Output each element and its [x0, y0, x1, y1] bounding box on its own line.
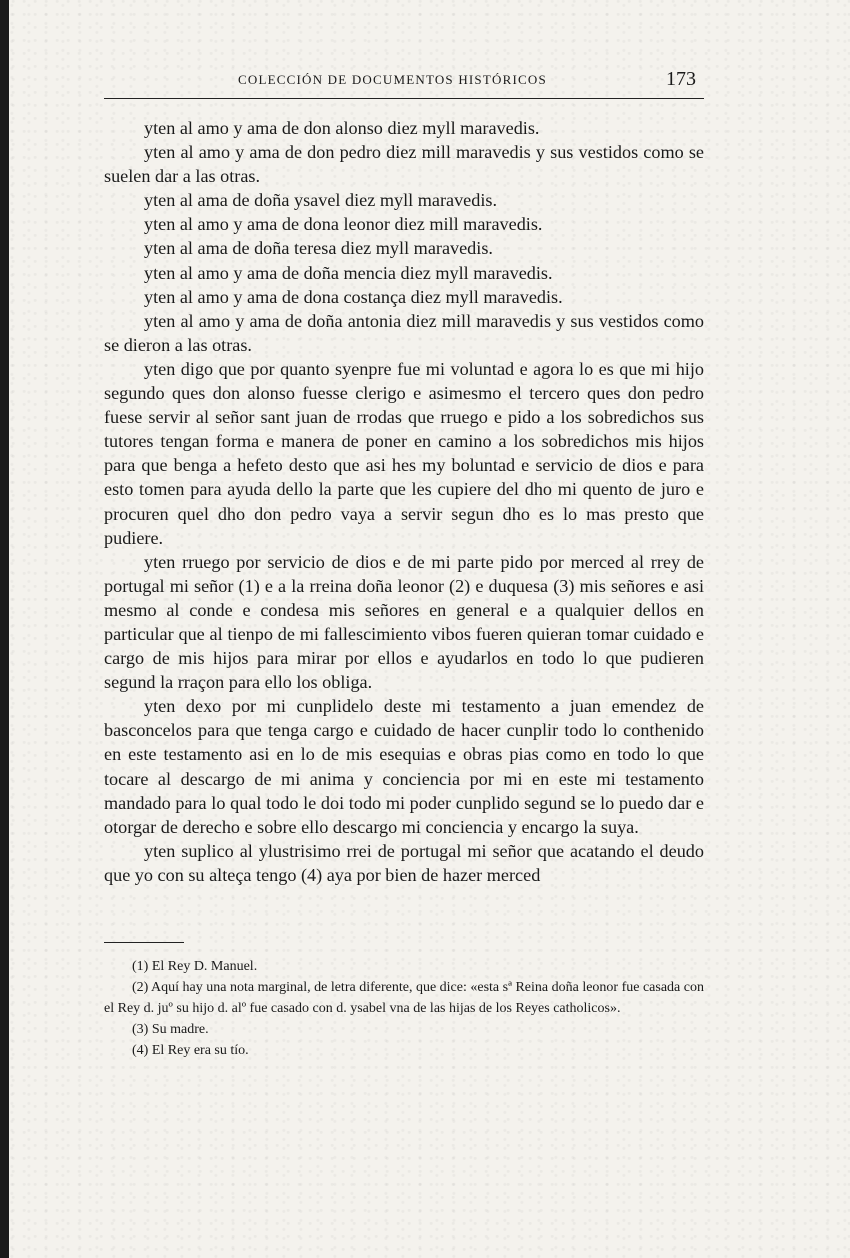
- paragraph: yten al amo y ama de don pedro diez mill maravedis y sus vestidos como se suelen dar a las otras.: [104, 142, 704, 187]
- footnote: (1) El Rey D. Manuel.: [132, 959, 258, 974]
- scan-edge-bar: [0, 0, 9, 1258]
- running-header: [104, 68, 704, 99]
- paragraph: yten al amo y ama de doña antonia diez mill maravedis y sus vestidos como se dieron a las otras.: [104, 310, 704, 355]
- header-title: COLECCIÓN DE DOCUMENTOS HISTÓRICOS: [238, 72, 547, 87]
- footnotes: [104, 956, 704, 1061]
- paragraph: yten digo que por quanto syenpre fue mi voluntad e agora lo es que mi hijo segundo ques don alonso fuesse clerigo e asimesmo el tercero ques don pedro fuese servir al señor sant juan de rrodas que rruego e pido a los sobredichos sus tutores tengan forma e manera de poner en camino a los sobredichos mis hijos para que benga a hefeto desto que asi hes my boluntad e servicio de dios e para esto tomen para ayuda dello la parte que les cupiere del dho mi quento de juro e procuren quel dho don pedro vaya a servir segun dho es lo mas presto que pudiere.: [104, 358, 704, 548]
- paragraph: yten al amo y ama de dona costança diez myll maravedis.: [144, 286, 563, 307]
- footnote-divider: [104, 942, 184, 943]
- paragraph: yten dexo por mi cunplidelo deste mi testamento a juan emendez de basconcelos para que tenga cargo e cuidado de hacer cunplir todo lo conthenido en este testamento asi en lo de mis esequias e obras pias como en todo lo que tocare al descargo de mi anima y conciencia por mi en este mi testamento mandado para lo qual todo le doi todo mi poder cunplido segund se lo puedo dar e otorgar de derecho e sobre ello descargo mi conciencia y encargo la suya.: [104, 696, 704, 837]
- paragraph: yten rruego por servicio de dios e de mi parte pido por merced al rrey de portugal mi señor (1) e a la rreina doña leonor (2) e duquesa (3) mis señores e asi mesmo al conde e condesa mis señores en general e a qualquier dellos en particular que al tienpo de mi fallescimiento vibos fueren quieran tomar cuidado e cargo de mis hijos para mirar por ellos e ayudarlos en todo lo que pudieren segund la rraçon para ello los obliga.: [104, 551, 704, 693]
- footnote: (4) El Rey era su tío.: [132, 1043, 249, 1058]
- paragraph: yten al amo y ama de don alonso diez myll maravedis.: [144, 118, 540, 138]
- page-number: 173: [666, 68, 696, 90]
- paragraph: yten al ama de doña ysavel diez myll maravedis.: [144, 190, 498, 211]
- footnote: (3) Su madre.: [132, 1022, 209, 1037]
- paragraph: yten al amo y ama de doña mencia diez myll maravedis.: [144, 262, 553, 283]
- paragraph: yten al ama de doña teresa diez myll maravedis.: [144, 238, 493, 259]
- footnote: (2) Aquí hay una nota marginal, de letra diferente, que dice: «esta sª Reina doña leonor fue casada con el Rey d. juº su hijo d. alº fue casado con d. ysabel vna de las hijas de los Reyes catholicos».: [104, 980, 704, 1016]
- body-text: [104, 116, 704, 887]
- paragraph: yten suplico al ylustrisimo rrei de portugal mi señor que acatando el deudo que yo con su alteça tengo (4) aya por bien de hazer merced: [104, 840, 704, 885]
- paragraph: yten al amo y ama de dona leonor diez mill maravedis.: [144, 214, 543, 235]
